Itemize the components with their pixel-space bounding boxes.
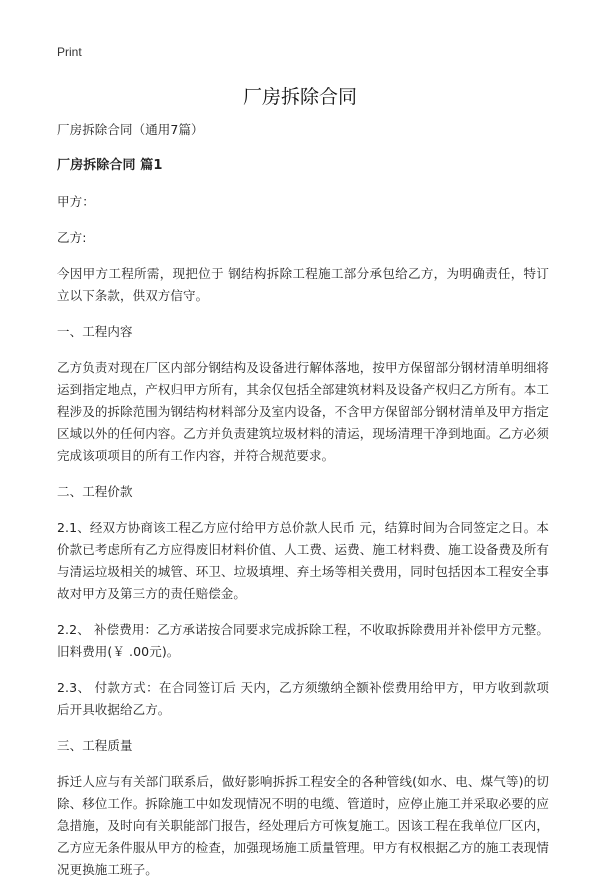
document-body — [57, 119, 549, 881]
intro-paragraph: 今因甲方工程所需，现把位于 钢结构拆除工程施工部分承包给乙方，为明确责任，特订立以下条款，供双方信守。 — [57, 266, 549, 303]
clause-2-heading: 二、工程价款 — [57, 484, 133, 499]
clause-1-heading: 一、工程内容 — [57, 324, 133, 339]
clause-2-3: 2.3、 付款方式：在合同签订后 天内，乙方须缴纳全额补偿费用给甲方，甲方收到款项后开具收据给乙方。 — [57, 680, 549, 717]
clause-3-heading: 三、工程质量 — [57, 738, 133, 753]
document-title: 厂房拆除合同 — [242, 86, 357, 108]
party-b: 乙方: — [57, 230, 87, 245]
section-heading: 厂房拆除合同 篇1 — [57, 158, 163, 173]
clause-2-1: 2.1、经双方协商该工程乙方应付给甲方总价款人民币 元，结算时间为合同签定之日。本价款已考虑所有乙方应得废旧材料价值、人工费、运费、施工材料费、施工设备费及所有与清运垃圾相关的城管、环卫、垃圾填埋、弃土场等相关费用，同时包括因本工程安全事故对甲方及第三方的责任赔偿金。 — [57, 520, 549, 601]
print-button[interactable]: Print — [57, 45, 82, 59]
clause-2-2: 2.2、 补偿费用：乙方承诺按合同要求完成拆除工程，不收取拆除费用并补偿甲方元整。旧料费用(￥ .00元)。 — [57, 622, 549, 659]
document-subtitle: 厂房拆除合同（通用7篇） — [57, 122, 204, 137]
clause-1-body: 乙方负责对现在厂区内部分钢结构及设备进行解体落地，按甲方保留部分钢材清单明细将运到指定地点，产权归甲方所有，其余仅包括全部建筑材料及设备产权归乙方所有。本工程涉及的拆除范围为钢结构材料部分及室内设备，不含甲方保留部分钢材清单及甲方指定区域以外的任何内容。乙方并负责建筑垃圾材料的清运，现场清理干净到地面。乙方必须完成该项项目的所有工作内容，并符合规范要求。 — [57, 360, 549, 463]
party-a: 甲方： — [57, 194, 95, 209]
clause-3-body: 拆迁人应与有关部门联系后，做好影响拆拆工程安全的各种管线(如水、电、煤气等)的切除、移位工作。拆除施工中如发现情况不明的电缆、管道时，应停止施工并采取必要的应急措施，及时向有关职能部门报告，经处理后方可恢复施工。因该工程在我单位厂区内，乙方应无条件服从甲方的检查，加强现场施工质量管理。甲方有权根据乙方的施工表现情况更换施工班子。 — [57, 774, 549, 877]
